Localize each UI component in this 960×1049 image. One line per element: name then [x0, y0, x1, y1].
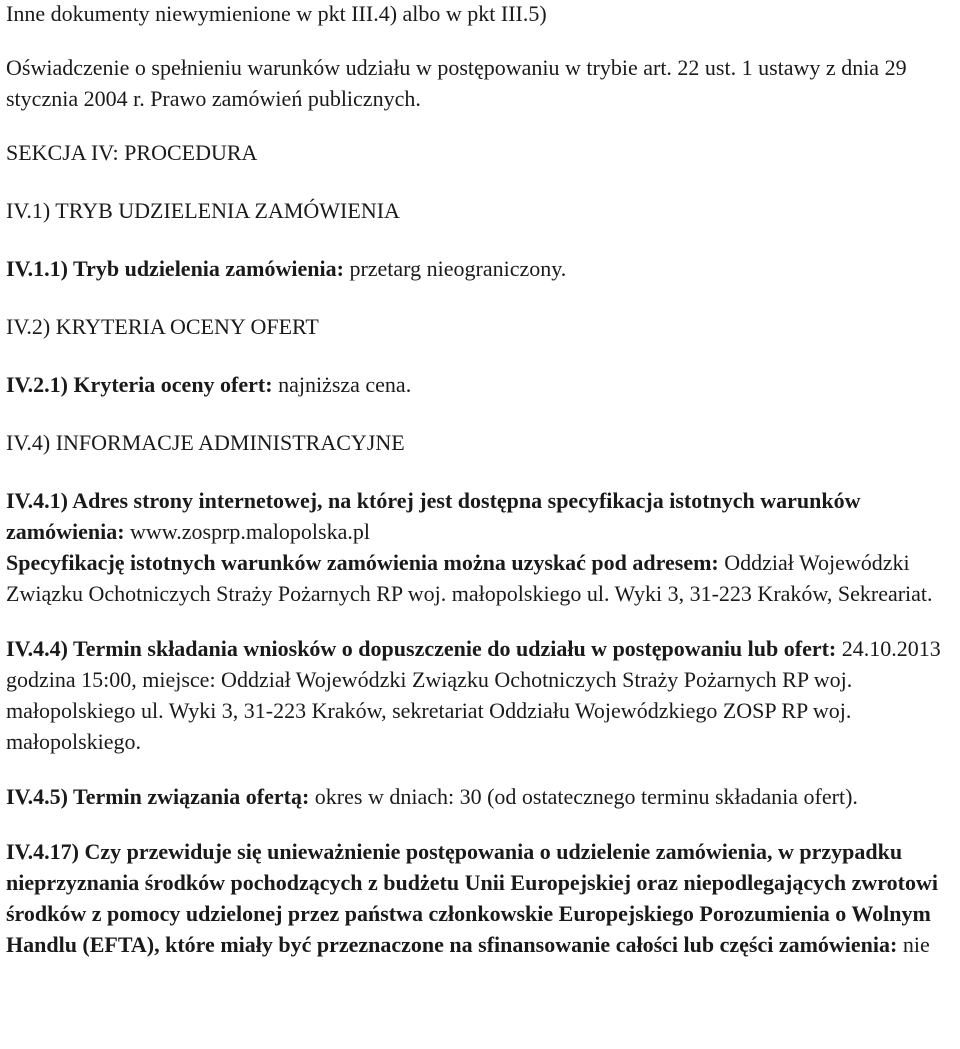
section-iv-heading: SEKCJA IV: PROCEDURA	[6, 140, 258, 165]
iv41-value: www.zosprp.malopolska.pl	[124, 519, 370, 544]
iv21-label: IV.2.1) Kryteria oceny ofert:	[6, 372, 273, 397]
iv1-heading: IV.1) TRYB UDZIELENIA ZAMÓWIENIA	[6, 198, 400, 223]
iv45-label: IV.4.5) Termin związania ofertą:	[6, 784, 310, 809]
declaration-paragraph: Oświadczenie o spełnieniu warunków udziału w postępowaniu w trybie art. 22 ust. 1 ustawy z dnia 29 stycznia 2004 r. Prawo zamówień publicznych.	[6, 55, 907, 111]
spec-paragraph	[6, 547, 950, 609]
iv41-paragraph	[6, 485, 950, 547]
iv41-label: IV.4.1) Adres strony internetowej, na której jest dostępna specyfikacja istotnych warunków zamówienia:	[6, 488, 861, 544]
iv4-heading: IV.4) INFORMACJE ADMINISTRACYJNE	[6, 430, 405, 455]
iv417-paragraph	[6, 836, 950, 960]
document-page	[6, 0, 950, 960]
iv45-paragraph	[6, 781, 950, 812]
iv11-label: IV.1.1) Tryb udzielenia zamówienia:	[6, 256, 344, 281]
iv417-label: IV.4.17) Czy przewiduje się unieważnienie postępowania o udzielenie zamówienia, w przypadku nieprzyznania środków pochodzących z budżetu Unii Europejskiej oraz niepodlegających zwrotowi środków z pomocy udzielonej przez państwa członkowskie Europejskiego Porozumienia o Wolnym Handlu (EFTA), które miały być przeznaczone na sfinansowanie całości lub części zamówienia:	[6, 839, 938, 957]
iv21-value: najniższa cena.	[272, 372, 412, 397]
iv45-value: okres w dniach: 30 (od ostatecznego terminu składania ofert).	[309, 784, 858, 809]
iv11-value: przetarg nieograniczony.	[343, 256, 567, 281]
iv44-value: 24.10.2013 godzina 15:00, miejsce: Oddział Wojewódzki Związku Ochotniczych Straży Pożarnych RP woj. małopolskiego ul. Wyki 3, 31-223 Kraków, sekretariat Oddziału Wojewódzkiego ZOSP RP woj. małopolskiego.	[6, 636, 941, 754]
iv44-paragraph	[6, 633, 950, 757]
iv21-paragraph	[6, 369, 950, 400]
iv11-paragraph	[6, 253, 950, 284]
iv44-label: IV.4.4) Termin składania wniosków o dopuszczenie do udziału w postępowaniu lub ofert:	[6, 636, 837, 661]
spec-label: Specyfikację istotnych warunków zamówienia można uzyskać pod adresem:	[6, 550, 719, 575]
iv2-heading: IV.2) KRYTERIA OCENY OFERT	[6, 314, 319, 339]
iv417-value: nie	[897, 932, 930, 957]
spec-value: Oddział Wojewódzki Związku Ochotniczych Straży Pożarnych RP woj. małopolskiego ul. Wyki 3, 31-223 Kraków, Sekreariat.	[6, 550, 933, 606]
other-documents-heading: Inne dokumenty niewymienione w pkt III.4) albo w pkt III.5)	[6, 1, 547, 26]
